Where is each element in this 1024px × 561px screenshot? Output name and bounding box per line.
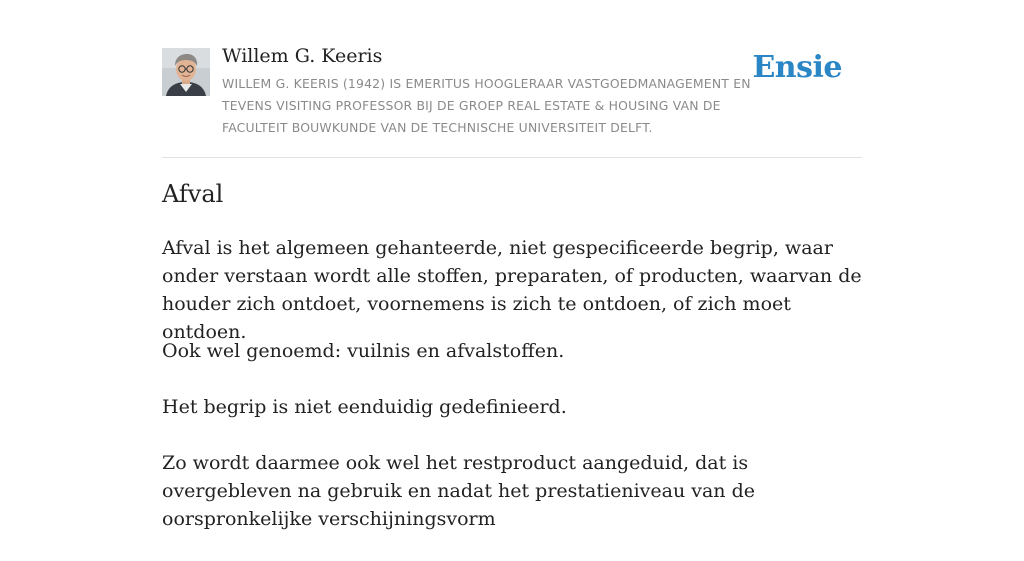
body-paragraph: Ook wel genoemd: vuilnis en afvalstoffen. xyxy=(162,340,565,362)
author-header xyxy=(162,0,862,158)
person-portrait-icon xyxy=(162,48,210,96)
author-bio: WILLEM G. KEERIS (1942) IS EMERITUS HOOGLERAAR VASTGOEDMANAGEMENT EN TEVENS VISITING PROFESSOR BIJ DE GROEP REAL ESTATE & HOUSING VAN DE FACULTEIT BOUWKUNDE VAN DE TECHNISCHE UNIVERSITEIT DELFT. xyxy=(222,76,751,135)
ensie-logo[interactable]: Ensie xyxy=(752,50,842,85)
page-container xyxy=(162,0,862,530)
author-avatar[interactable] xyxy=(162,48,210,96)
article-body xyxy=(162,337,862,561)
body-paragraph: Zo wordt daarmee ook wel het restproduct aangeduid, dat is overgebleven na gebruik en nadat het prestatieniveau van de oorspronkelijke verschijningsvorm xyxy=(162,452,755,530)
author-name[interactable]: Willem G. Keeris xyxy=(222,45,383,67)
article-definition: Afval is het algemeen gehanteerde, niet gespecificeerde begrip, waar onder verstaan wordt alle stoffen, preparaten, of producten, waarvan de houder zich ontdoet, voornemens is zich te ontdoen, of zich moet ontdoen. xyxy=(162,237,862,343)
article-title: Afval xyxy=(162,180,224,208)
body-paragraph: Het begrip is niet eenduidig gedefinieerd. xyxy=(162,396,567,418)
